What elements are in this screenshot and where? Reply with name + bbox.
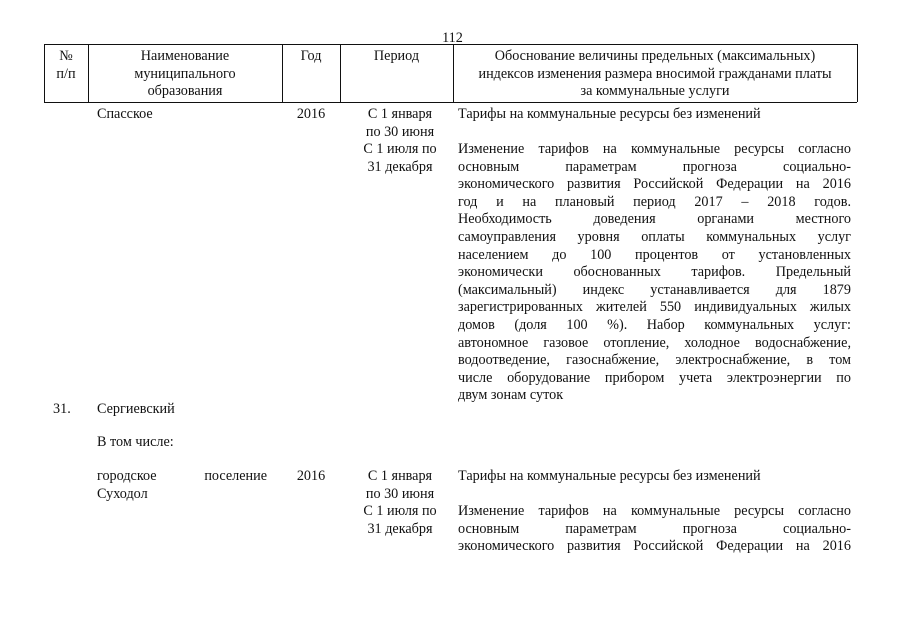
spasskoe-period-1 <box>350 106 450 141</box>
spasskoe-year: 2016 <box>296 106 326 122</box>
header-top-border <box>44 44 857 45</box>
text-line: основным параметрам прогноза социально- <box>458 158 851 175</box>
text-line: экономически обоснованных тарифов. Предельный <box>458 264 851 281</box>
header-year: Год <box>300 48 322 64</box>
text-line: год и на плановый период 2017 – 2018 годов. <box>458 193 851 210</box>
header-name <box>88 48 282 101</box>
text-line: самоуправления уровня оплаты коммунальных услуг <box>458 228 851 245</box>
text-line: основным параметрам прогноза социально- <box>458 520 851 537</box>
header-num <box>44 48 88 83</box>
sukhodol-name-line1 <box>97 468 267 486</box>
sukhodol-period-1-line2: по 30 июня <box>365 485 435 502</box>
sukhodol-period-1-line1: С 1 января <box>367 468 433 484</box>
spasskoe-period-1-line2: по 30 июня <box>365 123 435 140</box>
header-vline-6 <box>857 44 858 102</box>
sergievsky-name: Сергиевский <box>97 401 175 417</box>
page-number: 112 <box>442 30 463 46</box>
sukhodol-year: 2016 <box>296 468 326 484</box>
sukhodol-name-word2: поселение <box>204 468 267 484</box>
header-bottom-border <box>44 102 857 103</box>
sergievsky-subheading: В том числе: <box>97 434 174 450</box>
text-line: Необходимость доведения органами местного <box>458 211 851 228</box>
text-line: экономического развития Российской Федерации на 2016 <box>458 176 851 193</box>
row-31-number: 31. <box>53 401 71 417</box>
header-justification-line2: индексов изменения размера вносимой гражданами платы <box>478 65 832 82</box>
text-line: населением до 100 процентов от установленных <box>458 246 851 263</box>
header-justification <box>453 48 857 101</box>
header-num-line1: № <box>59 48 73 64</box>
text-line: экономического развития Российской Федерации на 2016 <box>458 538 851 555</box>
sukhodol-period-1 <box>350 468 450 503</box>
text-line: двум зонам суток <box>458 387 564 404</box>
spasskoe-period-2 <box>350 141 450 176</box>
text-line: зарегистрированных жителей 550 индивидуальных жилых <box>458 299 851 316</box>
spasskoe-text-1: Тарифы на коммунальные ресурсы без изменений <box>458 106 761 122</box>
text-line: домов (доля 100 %). Набор коммунальных услуг: <box>458 316 851 333</box>
header-num-line2: п/п <box>56 65 76 82</box>
sukhodol-period-2 <box>350 503 450 538</box>
sukhodol-period-2-line2: 31 декабря <box>367 520 433 537</box>
sukhodol-text-2 <box>458 503 851 556</box>
spasskoe-period-2-line2: 31 декабря <box>367 158 433 175</box>
text-line: Изменение тарифов на коммунальные ресурсы согласно <box>458 503 851 519</box>
text-line: Изменение тарифов на коммунальные ресурсы согласно <box>458 141 851 157</box>
header-justification-line1: Обоснование величины предельных (максимальных) <box>494 48 816 64</box>
spasskoe-name: Спасское <box>97 106 153 122</box>
spasskoe-text-2 <box>458 141 851 405</box>
sukhodol-name-word1: городское <box>97 468 157 484</box>
header-name-line1: Наименование <box>140 48 230 64</box>
header-justification-line3: за коммунальные услуги <box>580 83 730 100</box>
spasskoe-period-1-line1: С 1 января <box>367 106 433 122</box>
sukhodol-name-line2: Суходол <box>97 485 148 502</box>
header-period: Период <box>373 48 420 64</box>
text-line: (максимальный) индекс устанавливается для 1879 <box>458 281 851 298</box>
sukhodol-name <box>97 468 267 503</box>
header-name-line3: образования <box>147 83 223 100</box>
text-line: числе оборудование прибором учета электроэнергии по <box>458 369 851 386</box>
header-name-line2: муниципального <box>134 65 236 82</box>
text-line: водоотведение, газоснабжение, электроснабжение, в том <box>458 352 851 369</box>
text-line: автономное газовое отопление, холодное водоснабжение, <box>458 334 851 351</box>
spasskoe-period-2-line1: С 1 июля по <box>363 141 437 157</box>
sukhodol-period-2-line1: С 1 июля по <box>363 503 437 519</box>
sukhodol-text-1: Тарифы на коммунальные ресурсы без изменений <box>458 468 761 484</box>
